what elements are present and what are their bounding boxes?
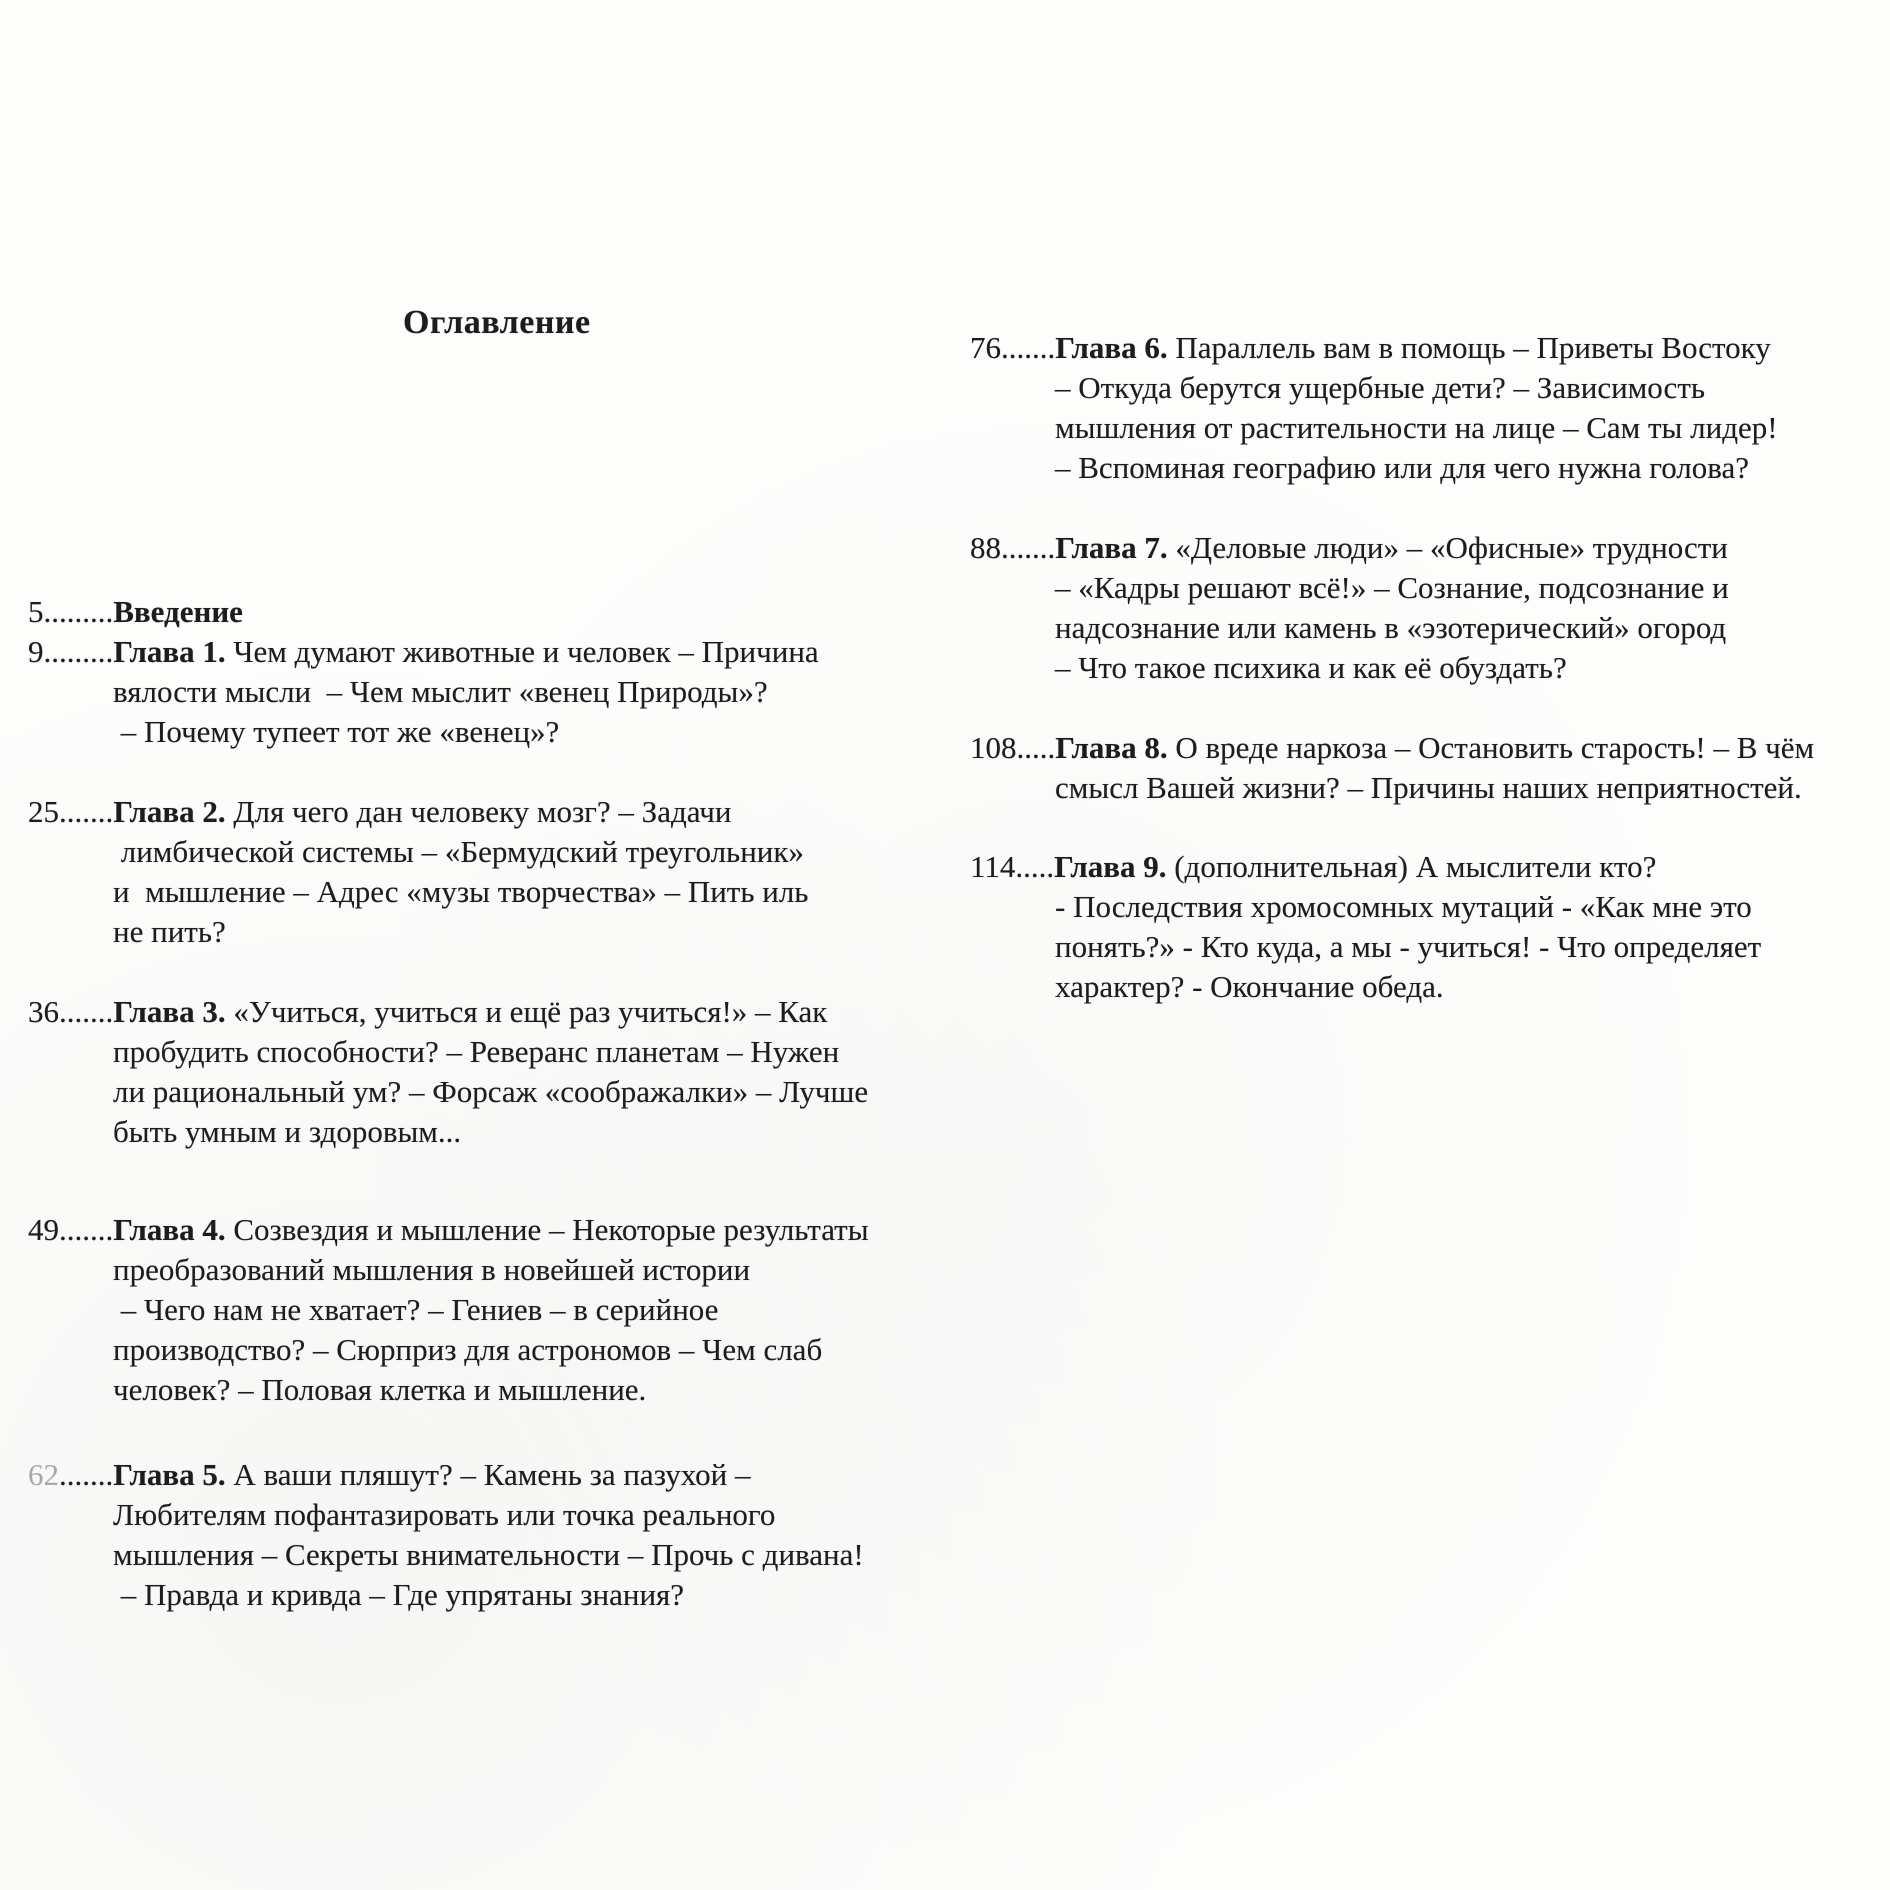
entry-chapter-label: Глава 5.: [113, 1457, 226, 1492]
entry-continuation-line: смысл Вашей жизни? – Причины наших неприятностей.: [1055, 770, 1802, 805]
toc-entry-first-line: [970, 528, 1729, 568]
toc-column-right: [970, 0, 1870, 1890]
entry-page-number: 62: [28, 1457, 59, 1492]
entry-page-number: 36: [28, 994, 59, 1029]
entry-chapter-label: Глава 8.: [1055, 730, 1168, 765]
entry-continuation-line: мышления от растительности на лице – Сам ты лидер!: [1055, 410, 1778, 445]
entry-continuation-line: характер? - Окончание обеда.: [1055, 969, 1444, 1004]
entry-dot-leader: .......: [59, 1457, 114, 1492]
entry-title-text: Параллель вам в помощь – Приветы Востоку: [1167, 330, 1771, 365]
toc-entry: [28, 1210, 869, 1410]
toc-entry-first-line: [28, 592, 243, 632]
entry-title-text: Для чего дан человеку мозг? – Задачи: [225, 794, 732, 829]
toc-entry-first-line: [28, 1455, 864, 1495]
entry-page-number: 114: [970, 849, 1016, 884]
entry-title-text: «Деловые люди» – «Офисные» трудности: [1167, 530, 1728, 565]
entry-dot-leader: .......: [59, 994, 114, 1029]
toc-entry: [28, 1455, 864, 1615]
entry-chapter-label: Глава 1.: [113, 634, 226, 669]
entry-continuation-line: мышления – Секреты внимательности – Прочь с дивана!: [113, 1537, 864, 1572]
entry-dot-leader: .........: [43, 634, 114, 669]
entry-continuation-line: не пить?: [113, 914, 226, 949]
entry-continuation-line: пробудить способности? – Реверанс планетам – Нужен: [113, 1034, 840, 1069]
entry-continuation-line: надсознание или камень в «эзотерический» огород: [1055, 610, 1727, 645]
entry-continuation-line: человек? – Половая клетка и мышление.: [113, 1372, 647, 1407]
entry-chapter-label: Введение: [113, 594, 243, 629]
entry-dot-leader: .......: [1001, 330, 1056, 365]
toc-entry-first-line: [28, 992, 868, 1032]
entry-page-number: 49: [28, 1212, 59, 1247]
entry-continuation-line: ли рациональный ум? – Форсаж «соображалки» – Лучше: [113, 1074, 869, 1109]
toc-entry-first-line: [970, 728, 1814, 768]
toc-entry: [970, 728, 1814, 808]
entry-chapter-label: Глава 7.: [1055, 530, 1168, 565]
entry-page-number: 108: [970, 730, 1017, 765]
entry-title-text: Чем думают животные и человек – Причина: [225, 634, 819, 669]
entry-page-number: 88: [970, 530, 1001, 565]
entry-continuation-line: преобразований мышления в новейшей истории: [113, 1252, 751, 1287]
entry-title-text: А ваши пляшут? – Камень за пазухой –: [225, 1457, 751, 1492]
entry-continuation-line: понять?» - Кто куда, а мы - учиться! - Что определяет: [1055, 929, 1762, 964]
entry-continuation-line: Любителям пофантазировать или точка реального: [113, 1497, 776, 1532]
toc-entry: [970, 847, 1761, 1007]
entry-page-number: 5: [28, 594, 44, 629]
toc-entry: [28, 992, 868, 1152]
entry-chapter-label: Глава 2.: [113, 794, 226, 829]
entry-page-number: 9: [28, 634, 44, 669]
entry-dot-leader: .......: [59, 794, 114, 829]
entry-title-text: (дополнительная) А мыслители кто?: [1166, 849, 1657, 884]
entry-chapter-label: Глава 3.: [113, 994, 226, 1029]
toc-column-left: [28, 0, 948, 1890]
toc-entry-first-line: [28, 1210, 869, 1250]
entry-continuation-line: вялости мысли – Чем мыслит «венец Природы»?: [113, 674, 768, 709]
toc-entry: [28, 592, 243, 632]
toc-entry-first-line: [970, 328, 1778, 368]
entry-continuation-line: и мышление – Адрес «музы творчества» – Пить иль: [113, 874, 809, 909]
entry-continuation-line: быть умным и здоровым...: [113, 1114, 462, 1149]
toc-entry-first-line: [28, 632, 819, 672]
toc-entry: [28, 632, 819, 752]
toc-entry: [28, 792, 808, 952]
entry-continuation-line: – Правда и кривда – Где упрятаны знания?: [113, 1577, 685, 1612]
entry-title-text: «Учиться, учиться и ещё раз учиться!» – Как: [225, 994, 828, 1029]
toc-entry-first-line: [28, 792, 808, 832]
entry-dot-leader: .......: [1001, 530, 1056, 565]
entry-continuation-line: производство? – Сюрприз для астрономов – Чем слаб: [113, 1332, 823, 1367]
entry-dot-leader: .....: [1015, 849, 1055, 884]
entry-continuation-line: – Чего нам не хватает? – Гениев – в серийное: [113, 1292, 719, 1327]
entry-dot-leader: .......: [59, 1212, 114, 1247]
entry-chapter-label: Глава 6.: [1055, 330, 1168, 365]
entry-continuation-line: – Почему тупеет тот же «венец»?: [113, 714, 560, 749]
entry-page-number: 25: [28, 794, 59, 829]
entry-chapter-label: Глава 9.: [1054, 849, 1167, 884]
entry-continuation-line: – Откуда берутся ущербные дети? – Зависимость: [1055, 370, 1706, 405]
entry-continuation-line: лимбической системы – «Бермудский треугольник»: [113, 834, 804, 869]
entry-title-text: О вреде наркоза – Остановить старость! – В чём: [1167, 730, 1815, 765]
entry-page-number: 76: [970, 330, 1001, 365]
entry-continuation-line: – Что такое психика и как её обуздать?: [1055, 650, 1567, 685]
entry-continuation-line: – Вспоминая географию или для чего нужна голова?: [1055, 450, 1750, 485]
entry-dot-leader: .....: [1016, 730, 1056, 765]
toc-entry: [970, 528, 1729, 688]
page-title: Оглавление: [403, 304, 591, 341]
entry-title-text: Созвездия и мышление – Некоторые результаты: [225, 1212, 869, 1247]
entry-chapter-label: Глава 4.: [113, 1212, 226, 1247]
entry-continuation-line: – «Кадры решают всё!» – Сознание, подсознание и: [1055, 570, 1729, 605]
toc-entry-first-line: [970, 847, 1761, 887]
toc-entry: [970, 328, 1778, 488]
entry-dot-leader: .........: [43, 594, 114, 629]
entry-continuation-line: - Последствия хромосомных мутаций - «Как мне это: [1055, 889, 1752, 924]
